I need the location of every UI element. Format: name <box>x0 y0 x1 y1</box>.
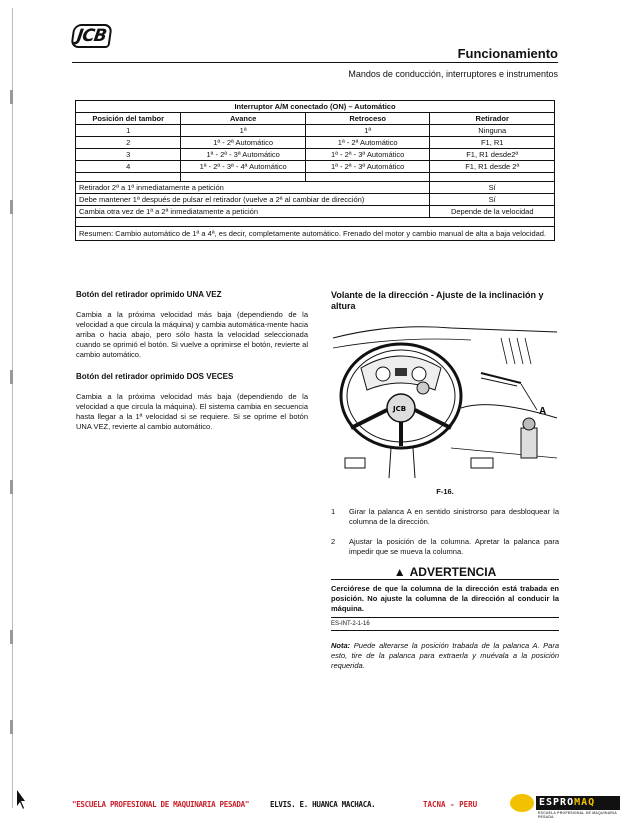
footer <box>0 796 638 819</box>
table-cell: F1, R1 desde2ª <box>430 149 555 161</box>
table-caption-row <box>76 101 555 113</box>
column-header: Posición del tambor <box>76 113 181 125</box>
section-heading: Volante de la dirección - Ajuste de la inclinación y altura <box>331 290 544 311</box>
gear-table <box>75 100 555 241</box>
table-cell: F1, R1 desde 2ª <box>430 161 555 173</box>
jcb-logo <box>72 24 108 50</box>
binding-mark <box>10 200 13 214</box>
warning-title <box>331 567 559 580</box>
table-cell: Retirador 2ª a 1ª inmediatamente a petición <box>76 182 430 194</box>
page-subtitle: Mandos de conducción, interruptores e instrumentos <box>348 69 558 79</box>
table-row <box>76 206 555 218</box>
binding-mark <box>10 720 13 734</box>
table-row <box>76 161 555 173</box>
step-list <box>331 507 559 557</box>
paragraph: Cambia a la próxima velocidad más baja (dependiendo de la velocidad a que circula la máquina) y cambia automática-mente hacia arriba o hacia abajo, pero sólo hasta la velocidad seleccionada cuando se oprimió el botón. Si vuelve a oprimirse el botón, revierte al cambio automático. <box>76 310 308 359</box>
espromaq-logo <box>510 794 622 819</box>
binding-mark <box>10 480 13 494</box>
list-item <box>331 537 559 557</box>
note <box>331 641 559 671</box>
logo-word-a: ESPRO <box>539 797 575 808</box>
table-cell: 1ª <box>305 125 430 137</box>
table-cell <box>76 173 181 182</box>
table-blank-row <box>76 173 555 182</box>
note-label: Nota: <box>331 641 351 650</box>
table-cell: 1ª - 2ª - 3ª - 4ª Automático <box>181 161 306 173</box>
column-header: Avance <box>181 113 306 125</box>
step-text: Ajustar la posición de la columna. Apretar la palanca para impedir que se mueva la columna. <box>349 537 559 556</box>
warning-title-text: ADVERTENCIA <box>409 565 497 579</box>
note-text: Puede alterarse la posición trabada de la palanca A. Para esto, tire de la palanca para extraerla y muévala a la posición requerida. <box>331 641 559 670</box>
figure-callout-a: A <box>539 406 547 417</box>
table-cell <box>181 173 306 182</box>
warning-body: Cerciórese de que la columna de la dirección está trabada en posición. No ajuste la columna de la dirección al conducir la máquina. <box>331 584 559 613</box>
footer-author: ELVIS. E. HUANCA MACHACA. <box>270 800 376 809</box>
section-heading: Botón del retirador oprimido DOS VECES <box>76 372 234 381</box>
table-cell: 3 <box>76 149 181 161</box>
step-number: 2 <box>331 537 336 546</box>
step-text: Girar la palanca A en sentido sinistrorso para desbloquear la columna de la dirección. <box>349 507 559 526</box>
binding-mark <box>10 90 13 104</box>
list-item <box>331 507 559 527</box>
table-header-row <box>76 113 555 125</box>
table-cell: 1 <box>76 125 181 137</box>
table-cell: Depende de la velocidad <box>430 206 555 218</box>
table-cell: 1ª - 2ª Automático <box>181 137 306 149</box>
column-header: Retirador <box>430 113 555 125</box>
footer-city: TACNA - PERU <box>423 800 478 809</box>
binding-mark <box>10 630 13 644</box>
table-cell: 1ª - 2ª - 3ª Automático <box>305 161 430 173</box>
table-cell: 1ª - 2ª Automático <box>305 137 430 149</box>
logo-text: JCB <box>70 24 112 48</box>
table-cell <box>76 218 555 227</box>
step-number: 1 <box>331 507 336 516</box>
table-cell: Ninguna <box>430 125 555 137</box>
table-summary-row <box>76 227 555 241</box>
logo-tagline: ESCUELA PROFESIONAL DE MAQUINARIA PESADA <box>538 811 617 819</box>
table-row <box>76 182 555 194</box>
table-summary: Resumen: Cambio automático de 1ª a 4ª, es decir, completamente automático. Frenado del motor y cambio manual de alta a baja velocidad. <box>76 227 555 241</box>
paragraph: Cambia a la próxima velocidad más baja (dependiendo de la velocidad a que circula la máquina). El sistema cambia en secuencia hasta llegar a la 1ª velocidad si se requiere. Si se oprime el botón UNA VEZ, revierte al cambio automático. <box>76 392 308 431</box>
table-cell: Sí <box>430 182 555 194</box>
binding-mark <box>10 370 13 384</box>
warning-icon: ▲ <box>393 565 406 579</box>
table-cell <box>305 173 430 182</box>
table-cell: 1ª <box>181 125 306 137</box>
figure-caption: F-16. <box>436 487 454 496</box>
table-cell: 4 <box>76 161 181 173</box>
header-rule <box>72 62 558 63</box>
table-cell: 1ª - 2ª - 3ª Automático <box>181 149 306 161</box>
table-caption: Interruptor A/M conectado (ON) – Automático <box>76 101 555 113</box>
cursor-arrow-icon <box>15 790 25 810</box>
table-row <box>76 125 555 137</box>
table-cell: Sí <box>430 194 555 206</box>
table-row <box>76 149 555 161</box>
page-title: Funcionamiento <box>457 46 558 61</box>
table-cell: 1ª - 2ª - 3ª Automático <box>305 149 430 161</box>
left-column <box>76 290 308 444</box>
logo-badge-icon <box>510 794 534 812</box>
table-row <box>76 194 555 206</box>
warning-code: ES-INT-2-1-16 <box>331 617 559 631</box>
table-row <box>76 137 555 149</box>
table-cell: 2 <box>76 137 181 149</box>
section-heading: Botón del retirador oprimido UNA VEZ <box>76 290 222 299</box>
logo-wordmark <box>536 796 620 810</box>
table-cell: Cambia otra vez de 1ª a 2ª inmediatamente a petición <box>76 206 430 218</box>
table-cell <box>430 173 555 182</box>
logo-word-b: MAQ <box>574 797 596 808</box>
table-cell: Debe mantener 1ª después de pulsar el retirador (vuelve a 2ª al cambiar de dirección) <box>76 194 430 206</box>
table-cell: F1, R1 <box>430 137 555 149</box>
footer-school: "ESCUELA PROFESIONAL DE MAQUINARIA PESADA" <box>72 800 250 809</box>
steering-figure <box>331 318 559 483</box>
right-column <box>331 290 559 671</box>
svg-text:JCB: JCB <box>393 405 407 413</box>
table-blank-row <box>76 218 555 227</box>
steering-wheel-illustration <box>331 318 559 483</box>
binding-line <box>12 8 13 808</box>
column-header: Retroceso <box>305 113 430 125</box>
